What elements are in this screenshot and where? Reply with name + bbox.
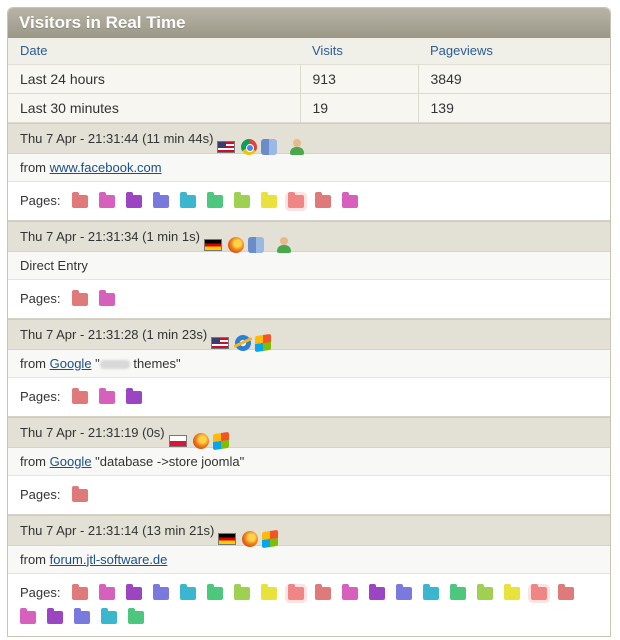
referrer-link[interactable]: Google: [49, 453, 92, 469]
page-folder-icon[interactable]: [20, 611, 36, 624]
visit-header: [8, 319, 610, 350]
page-folder-icon[interactable]: [72, 489, 88, 502]
page-folder-icon[interactable]: [558, 587, 574, 600]
chrome-icon: [241, 139, 257, 155]
returning-visitor-icon: [276, 237, 292, 253]
visit-icons: [218, 523, 282, 539]
page-folder-icon[interactable]: [72, 391, 88, 404]
page-folder-icon[interactable]: [153, 587, 169, 600]
referrer-prefix: Direct Entry: [20, 257, 88, 273]
summary-visits-cell: 19: [300, 93, 418, 122]
firefox-icon: [193, 433, 209, 449]
page-folder-icon[interactable]: [396, 587, 412, 600]
page-folder-icon[interactable]: [288, 195, 304, 208]
redacted-keyword: [100, 360, 130, 369]
visit-header: [8, 515, 610, 546]
visit-time: Thu 7 Apr - 21:31:19 (0s): [20, 424, 165, 440]
referrer-prefix: from: [20, 159, 50, 175]
windows-icon: [213, 432, 229, 450]
flag-de-icon: [218, 533, 236, 545]
page-folder-icon[interactable]: [72, 195, 88, 208]
visitors-realtime-widget: [7, 7, 611, 637]
referrer-link[interactable]: Google: [49, 355, 92, 371]
page-folder-icon[interactable]: [180, 587, 196, 600]
visit-pages: [8, 574, 610, 637]
visit-referrer: [8, 546, 610, 574]
page-folder-icon[interactable]: [450, 587, 466, 600]
pages-label: Pages:: [20, 290, 61, 306]
visit-icons: [211, 327, 275, 343]
page-folder-icon[interactable]: [234, 195, 250, 208]
referrer-link[interactable]: forum.jtl-software.de: [49, 551, 168, 567]
column-header-pageviews[interactable]: Pageviews: [418, 38, 610, 64]
mac-os-icon: [248, 237, 264, 253]
page-folder-icon[interactable]: [99, 391, 115, 404]
flag-us-icon: [211, 337, 229, 349]
summary-pageviews-cell: 3849: [418, 64, 610, 93]
referrer-quote: ": [91, 355, 100, 371]
page-folder-icon[interactable]: [153, 195, 169, 208]
visit-pages: [8, 182, 610, 221]
pages-label: Pages:: [20, 192, 61, 208]
page-folder-icon[interactable]: [531, 587, 547, 600]
referrer-prefix: from: [20, 355, 50, 371]
visit-list: [8, 123, 610, 637]
firefox-icon: [228, 237, 244, 253]
page-folder-icon[interactable]: [126, 195, 142, 208]
page-folder-icon[interactable]: [261, 587, 277, 600]
visit-time: Thu 7 Apr - 21:31:44 (11 min 44s): [20, 130, 214, 146]
referrer-link[interactable]: www.facebook.com: [49, 159, 162, 175]
page-folder-icon[interactable]: [315, 587, 331, 600]
visit-icons: [217, 131, 309, 147]
visit-icons: [169, 425, 233, 441]
summary-row: [8, 64, 610, 93]
page-folder-icon[interactable]: [72, 587, 88, 600]
visit-header: [8, 417, 610, 448]
flag-pl-icon: [169, 435, 187, 447]
page-folder-icon[interactable]: [47, 611, 63, 624]
mac-os-icon: [261, 139, 277, 155]
summary-row: [8, 93, 610, 122]
page-folder-icon[interactable]: [288, 587, 304, 600]
summary-pageviews-cell: 139: [418, 93, 610, 122]
referrer-keyword: themes": [129, 355, 181, 371]
summary-visits-cell: 913: [300, 64, 418, 93]
flag-us-icon: [217, 141, 235, 153]
windows-icon: [255, 334, 271, 352]
widget-title: Visitors in Real Time: [8, 8, 610, 38]
visit-time: Thu 7 Apr - 21:31:34 (1 min 1s): [20, 228, 200, 244]
pages-label: Pages:: [20, 486, 61, 502]
returning-visitor-icon: [289, 139, 305, 155]
page-folder-icon[interactable]: [342, 195, 358, 208]
flag-de-icon: [204, 239, 222, 251]
visit-pages: [8, 476, 610, 515]
page-folder-icon[interactable]: [261, 195, 277, 208]
internet-explorer-icon: [235, 335, 251, 351]
visit-icons: [204, 229, 296, 245]
page-folder-icon[interactable]: [207, 195, 223, 208]
summary-header-row: [8, 38, 610, 64]
summary-date-cell: Last 24 hours: [8, 64, 300, 93]
page-folder-icon[interactable]: [369, 587, 385, 600]
referrer-keyword: "database ->store joomla": [91, 453, 245, 469]
referrer-prefix: from: [20, 551, 50, 567]
page-folder-icon[interactable]: [128, 611, 144, 624]
visit-pages: [8, 280, 610, 319]
visit-header: [8, 221, 610, 252]
referrer-prefix: from: [20, 453, 50, 469]
visit-referrer: [8, 350, 610, 378]
page-folder-icon[interactable]: [504, 587, 520, 600]
visit-referrer: [8, 252, 610, 280]
visit-time: Thu 7 Apr - 21:31:28 (1 min 23s): [20, 326, 208, 342]
page-folder-icon[interactable]: [101, 611, 117, 624]
page-folder-icon[interactable]: [477, 587, 493, 600]
firefox-icon: [242, 531, 258, 547]
page-folder-icon[interactable]: [342, 587, 358, 600]
visit-referrer: [8, 154, 610, 182]
page-folder-icon[interactable]: [74, 611, 90, 624]
page-folder-icon[interactable]: [99, 587, 115, 600]
page-folder-icon[interactable]: [180, 195, 196, 208]
page-folder-icon[interactable]: [315, 195, 331, 208]
summary-date-cell: Last 30 minutes: [8, 93, 300, 122]
page-folder-icon[interactable]: [99, 293, 115, 306]
page-folder-icon[interactable]: [72, 293, 88, 306]
pages-label: Pages:: [20, 388, 61, 404]
page-folder-icon[interactable]: [234, 587, 250, 600]
windows-icon: [262, 530, 278, 548]
page-folder-icon[interactable]: [423, 587, 439, 600]
visit-referrer: [8, 448, 610, 476]
visit-header: [8, 123, 610, 154]
page-folder-icon[interactable]: [99, 195, 115, 208]
pages-label: Pages:: [20, 584, 61, 600]
visit-pages: [8, 378, 610, 417]
page-folder-icon[interactable]: [126, 587, 142, 600]
page-folder-icon[interactable]: [126, 391, 142, 404]
column-header-date[interactable]: Date: [8, 38, 300, 64]
column-header-visits[interactable]: Visits: [300, 38, 418, 64]
summary-table: [8, 38, 610, 123]
visit-time: Thu 7 Apr - 21:31:14 (13 min 21s): [20, 522, 215, 538]
page-folder-icon[interactable]: [207, 587, 223, 600]
